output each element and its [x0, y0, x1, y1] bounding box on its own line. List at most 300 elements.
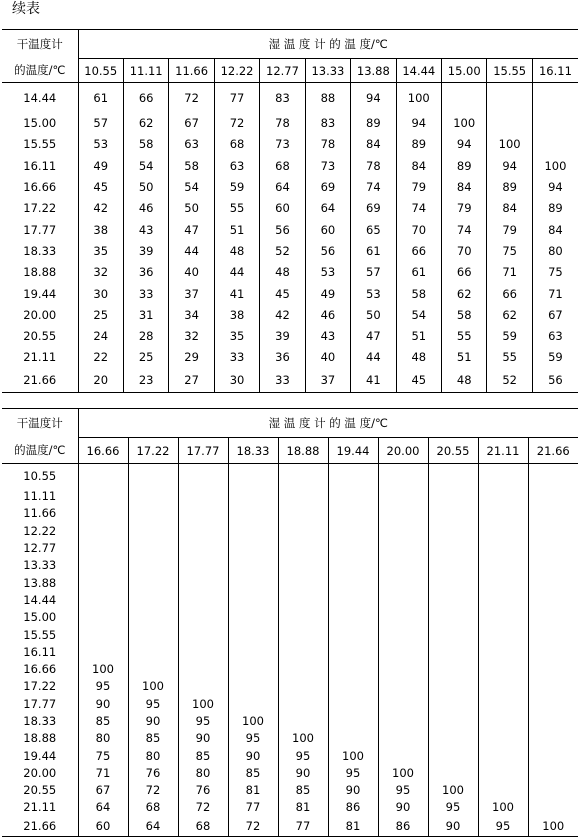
- humidity-cell: [328, 626, 378, 643]
- humidity-cell: 48: [396, 347, 441, 368]
- humidity-cell: [328, 695, 378, 712]
- table-row: [2, 609, 578, 626]
- humidity-cell: [278, 695, 328, 712]
- humidity-cell: [528, 695, 578, 712]
- humidity-cell: 37: [169, 283, 214, 304]
- humidity-cell: 73: [305, 155, 350, 176]
- humidity-cell: 49: [78, 155, 123, 176]
- humidity-cell: [278, 712, 328, 729]
- humidity-cell: [378, 747, 428, 764]
- humidity-cell: 64: [305, 198, 350, 219]
- humidity-cell: [328, 505, 378, 522]
- dry-temp-cell: 14.44: [2, 591, 78, 608]
- humidity-cell: 77: [214, 83, 259, 113]
- humidity-cell: 49: [305, 283, 350, 304]
- humidity-cell: [78, 574, 128, 591]
- column-header: 20.55: [428, 438, 478, 464]
- humidity-cell: 48: [260, 262, 305, 283]
- humidity-cell: [428, 764, 478, 781]
- dry-temp-cell: 21.11: [2, 347, 78, 368]
- humidity-cell: 85: [78, 712, 128, 729]
- column-header: 18.33: [228, 438, 278, 464]
- humidity-cell: [378, 505, 428, 522]
- humidity-cell: 51: [396, 325, 441, 346]
- humidity-cell: 47: [169, 219, 214, 240]
- humidity-cell: 89: [442, 155, 487, 176]
- dry-temp-cell: 20.00: [2, 304, 78, 325]
- humidity-cell: [528, 678, 578, 695]
- humidity-cell: 50: [123, 176, 168, 197]
- humidity-cell: 63: [548, 329, 563, 344]
- table-caption: 续表: [12, 1, 40, 17]
- humidity-cell: 90: [428, 816, 478, 836]
- humidity-cell: 57: [78, 113, 123, 134]
- table-row: [2, 764, 578, 781]
- humidity-cell: [128, 505, 178, 522]
- humidity-cell: [428, 522, 478, 539]
- humidity-cell: 100: [396, 83, 441, 113]
- dry-temp-cell: 12.77: [2, 539, 78, 556]
- humidity-cell: [478, 557, 528, 574]
- humidity-cell: [478, 505, 528, 522]
- humidity-cell: [328, 643, 378, 660]
- humidity-cell: 59: [487, 325, 532, 346]
- humidity-cell: 68: [214, 134, 259, 155]
- humidity-cell: [478, 626, 528, 643]
- humidity-cell: 94: [442, 134, 487, 155]
- humidity-cell: 41: [214, 283, 259, 304]
- humidity-cell: [328, 539, 378, 556]
- humidity-cell: 52: [260, 240, 305, 261]
- humidity-cell: [228, 591, 278, 608]
- humidity-cell: [78, 591, 128, 608]
- column-header: 15.00: [442, 59, 487, 83]
- humidity-cell: 94: [487, 155, 532, 176]
- humidity-cell: 32: [78, 262, 123, 283]
- humidity-cell: 100: [278, 730, 328, 747]
- column-header: 11.66: [169, 59, 214, 83]
- humidity-cell: [478, 695, 528, 712]
- humidity-cell: 80: [78, 730, 128, 747]
- humidity-cell: [428, 557, 478, 574]
- humidity-cell: [128, 626, 178, 643]
- humidity-cell: [428, 730, 478, 747]
- humidity-cell: 46: [305, 304, 350, 325]
- humidity-cell: 36: [123, 262, 168, 283]
- humidity-cell: [178, 626, 228, 643]
- table-row: [2, 643, 578, 660]
- humidity-cell: [328, 522, 378, 539]
- humidity-cell: [378, 591, 428, 608]
- humidity-cell: 95: [78, 678, 128, 695]
- humidity-cell: [178, 522, 228, 539]
- humidity-cell: 52: [487, 368, 532, 392]
- humidity-cell: 100: [544, 158, 567, 173]
- humidity-cell: 71: [548, 286, 563, 301]
- humidity-cell: 64: [260, 176, 305, 197]
- humidity-cell: 85: [278, 782, 328, 799]
- humidity-cell: 63: [169, 134, 214, 155]
- humidity-cell: 90: [228, 747, 278, 764]
- humidity-cell: [178, 464, 228, 488]
- humidity-cell: [178, 574, 228, 591]
- column-header: 12.22: [214, 59, 259, 83]
- humidity-cell: [78, 557, 128, 574]
- humidity-cell: [532, 134, 578, 155]
- humidity-cell: [228, 557, 278, 574]
- humidity-cell: 54: [396, 304, 441, 325]
- humidity-cell: [528, 643, 578, 660]
- humidity-cell: [128, 574, 178, 591]
- humidity-cell: [278, 643, 328, 660]
- dry-temp-cell: 15.00: [2, 609, 78, 626]
- humidity-cell: [128, 643, 178, 660]
- humidity-cell: 76: [128, 764, 178, 781]
- dry-temp-cell: 21.11: [2, 799, 78, 816]
- humidity-cell: 48: [442, 368, 487, 392]
- dry-temp-cell: 20.55: [2, 782, 78, 799]
- table-row: [2, 488, 578, 505]
- table-row: [2, 660, 578, 677]
- humidity-cell: 62: [442, 283, 487, 304]
- humidity-cell: 100: [228, 712, 278, 729]
- humidity-cell: [128, 660, 178, 677]
- column-header: 17.77: [178, 438, 228, 464]
- humidity-cell: 90: [328, 782, 378, 799]
- humidity-cell: 75: [487, 240, 532, 261]
- table-row: [2, 730, 578, 747]
- humidity-cell: 72: [169, 83, 214, 113]
- table-row: [2, 240, 578, 261]
- humidity-cell: [128, 539, 178, 556]
- dry-temp-cell: 17.22: [2, 678, 78, 695]
- humidity-cell: 61: [396, 262, 441, 283]
- table-row: [2, 219, 578, 240]
- dry-temp-cell: 16.66: [2, 176, 78, 197]
- humidity-cell: 85: [128, 730, 178, 747]
- humidity-cell: [528, 591, 578, 608]
- humidity-cell: 60: [78, 816, 128, 836]
- humidity-cell: 83: [260, 83, 305, 113]
- humidity-cell: 27: [169, 368, 214, 392]
- humidity-cell: [228, 505, 278, 522]
- humidity-cell: [228, 464, 278, 488]
- dry-temp-cell: 18.33: [2, 712, 78, 729]
- dry-temp-cell: 11.11: [2, 488, 78, 505]
- table-row: [2, 747, 578, 764]
- table-row: [2, 134, 578, 155]
- humidity-cell: 95: [428, 799, 478, 816]
- humidity-cell: 67: [169, 113, 214, 134]
- humidity-cell: [128, 609, 178, 626]
- humidity-cell: [478, 591, 528, 608]
- humidity-cell: [528, 626, 578, 643]
- humidity-cell: 80: [178, 764, 228, 781]
- humidity-cell: 32: [169, 325, 214, 346]
- humidity-cell: 95: [378, 782, 428, 799]
- humidity-cell: 80: [548, 243, 563, 258]
- humidity-cell: [228, 488, 278, 505]
- dry-temp-cell: 20.00: [2, 764, 78, 781]
- humidity-cell: 42: [260, 304, 305, 325]
- humidity-cell: 53: [351, 283, 396, 304]
- humidity-cell: [478, 678, 528, 695]
- table-row: [2, 626, 578, 643]
- humidity-cell: [528, 539, 578, 556]
- humidity-cell: 71: [78, 764, 128, 781]
- humidity-cell: [428, 712, 478, 729]
- humidity-cell: [428, 643, 478, 660]
- humidity-cell: 51: [214, 219, 259, 240]
- humidity-cell: 81: [228, 782, 278, 799]
- humidity-cell: 68: [178, 816, 228, 836]
- humidity-cell: [178, 505, 228, 522]
- row-label-top: 干温度计: [2, 409, 78, 438]
- humidity-cell: [228, 522, 278, 539]
- humidity-cell: [528, 764, 578, 781]
- humidity-cell: 54: [169, 176, 214, 197]
- humidity-cell: [528, 782, 578, 799]
- humidity-cell: 60: [305, 219, 350, 240]
- humidity-cell: [478, 522, 528, 539]
- humidity-cell: 29: [169, 347, 214, 368]
- humidity-cell: [128, 488, 178, 505]
- humidity-cell: 44: [169, 240, 214, 261]
- humidity-cell: 22: [78, 347, 123, 368]
- humidity-cell: 39: [260, 325, 305, 346]
- humidity-cell: 64: [128, 816, 178, 836]
- humidity-cell: 54: [123, 155, 168, 176]
- humidity-cell: 55: [487, 347, 532, 368]
- dry-temp-cell: 18.33: [2, 240, 78, 261]
- humidity-cell: 48: [214, 240, 259, 261]
- humidity-cell: 78: [351, 155, 396, 176]
- dry-temp-cell: 15.00: [2, 113, 78, 134]
- humidity-cell: [278, 591, 328, 608]
- dry-temp-cell: 16.66: [2, 660, 78, 677]
- humidity-cell: 79: [487, 219, 532, 240]
- humidity-cell: 84: [442, 176, 487, 197]
- table-row: [2, 304, 578, 325]
- humidity-cell: 70: [396, 219, 441, 240]
- humidity-cell: 95: [278, 747, 328, 764]
- dry-temp-cell: 13.33: [2, 557, 78, 574]
- humidity-cell: 90: [128, 712, 178, 729]
- humidity-cell: [478, 782, 528, 799]
- humidity-cell: [278, 626, 328, 643]
- humidity-cell: 100: [78, 660, 128, 677]
- humidity-cell: [328, 678, 378, 695]
- table-row: [2, 113, 578, 134]
- humidity-cell: 90: [378, 799, 428, 816]
- humidity-cell: 58: [442, 304, 487, 325]
- group-title: 湿 温 度 计 的 温 度/℃: [78, 409, 578, 438]
- column-header: 13.33: [305, 59, 350, 83]
- humidity-cell: 74: [396, 198, 441, 219]
- humidity-cell: [78, 464, 128, 488]
- table-row: [2, 198, 578, 219]
- humidity-cell: [278, 539, 328, 556]
- humidity-cell: 53: [78, 134, 123, 155]
- humidity-cell: 90: [78, 695, 128, 712]
- humidity-cell: [478, 712, 528, 729]
- table-row: [2, 155, 578, 176]
- humidity-cell: 81: [328, 816, 378, 836]
- humidity-cell: [478, 730, 528, 747]
- humidity-cell: [228, 660, 278, 677]
- humidity-cell: 56: [532, 368, 578, 392]
- humidity-cell: 33: [214, 347, 259, 368]
- humidity-cell: [428, 505, 478, 522]
- humidity-cell: 66: [442, 262, 487, 283]
- humidity-cell: [178, 643, 228, 660]
- humidity-cell: 100: [428, 782, 478, 799]
- table-row: [2, 712, 578, 729]
- humidity-cell: 55: [442, 325, 487, 346]
- humidity-cell: [378, 464, 428, 488]
- humidity-cell: [378, 678, 428, 695]
- humidity-cell: 83: [305, 113, 350, 134]
- humidity-cell: 89: [396, 134, 441, 155]
- humidity-cell: 61: [78, 83, 123, 113]
- humidity-cell: 100: [178, 695, 228, 712]
- humidity-cell: 89: [351, 113, 396, 134]
- humidity-cell: [532, 83, 578, 113]
- humidity-cell: [78, 626, 128, 643]
- humidity-cell: [428, 660, 478, 677]
- humidity-cell: [278, 678, 328, 695]
- humidity-cell: [378, 557, 428, 574]
- table-row: [2, 522, 578, 539]
- humidity-cell: [442, 83, 487, 113]
- humidity-cell: [228, 609, 278, 626]
- humidity-cell: [328, 609, 378, 626]
- humidity-cell: [178, 557, 228, 574]
- humidity-cell: 62: [123, 113, 168, 134]
- humidity-cell: 95: [228, 730, 278, 747]
- table-row: [2, 283, 578, 304]
- humidity-cell: 75: [548, 265, 563, 280]
- humidity-cell: [378, 626, 428, 643]
- humidity-cell: [428, 574, 478, 591]
- humidity-cell: [478, 609, 528, 626]
- humidity-cell: [328, 591, 378, 608]
- humidity-cell: [478, 574, 528, 591]
- humidity-cell: 44: [214, 262, 259, 283]
- humidity-cell: 57: [351, 262, 396, 283]
- humidity-cell: [378, 695, 428, 712]
- humidity-table-part-2: [2, 408, 578, 837]
- humidity-cell: 77: [228, 799, 278, 816]
- humidity-cell: 50: [169, 198, 214, 219]
- humidity-cell: 30: [214, 368, 259, 392]
- humidity-cell: [328, 557, 378, 574]
- table-row: [2, 574, 578, 591]
- humidity-cell: 47: [351, 325, 396, 346]
- humidity-cell: [428, 747, 478, 764]
- humidity-cell: [328, 712, 378, 729]
- humidity-cell: [528, 488, 578, 505]
- humidity-cell: 73: [260, 134, 305, 155]
- humidity-cell: 72: [128, 782, 178, 799]
- humidity-cell: 45: [396, 368, 441, 392]
- humidity-cell: 46: [123, 198, 168, 219]
- humidity-cell: 37: [305, 368, 350, 392]
- humidity-cell: 100: [487, 134, 532, 155]
- column-header: 12.77: [260, 59, 305, 83]
- dry-temp-cell: 12.22: [2, 522, 78, 539]
- humidity-cell: 64: [78, 799, 128, 816]
- table-row: [2, 591, 578, 608]
- humidity-cell: [478, 660, 528, 677]
- row-label-bottom: 的温度/℃: [2, 438, 78, 464]
- humidity-cell: [478, 747, 528, 764]
- humidity-cell: 66: [487, 283, 532, 304]
- dry-temp-cell: 21.66: [2, 368, 78, 392]
- humidity-cell: [328, 488, 378, 505]
- humidity-cell: 34: [169, 304, 214, 325]
- row-label-bottom: 的温度/℃: [2, 59, 78, 83]
- humidity-cell: 84: [487, 198, 532, 219]
- humidity-cell: 72: [214, 113, 259, 134]
- humidity-cell: 100: [328, 747, 378, 764]
- column-header: 19.44: [328, 438, 378, 464]
- humidity-cell: 100: [528, 816, 578, 836]
- humidity-cell: 68: [260, 155, 305, 176]
- dry-temp-cell: 19.44: [2, 747, 78, 764]
- table-row: [2, 262, 578, 283]
- humidity-cell: [478, 488, 528, 505]
- humidity-cell: 42: [78, 198, 123, 219]
- dry-temp-cell: 19.44: [2, 283, 78, 304]
- humidity-cell: 71: [487, 262, 532, 283]
- humidity-cell: [528, 730, 578, 747]
- humidity-cell: [78, 609, 128, 626]
- humidity-cell: [528, 574, 578, 591]
- humidity-cell: 95: [128, 695, 178, 712]
- humidity-cell: 90: [178, 730, 228, 747]
- humidity-cell: [487, 113, 532, 134]
- humidity-cell: 95: [328, 764, 378, 781]
- humidity-cell: [378, 660, 428, 677]
- humidity-cell: [378, 574, 428, 591]
- humidity-cell: 39: [123, 240, 168, 261]
- humidity-cell: 63: [214, 155, 259, 176]
- humidity-cell: [228, 574, 278, 591]
- humidity-cell: [278, 464, 328, 488]
- humidity-cell: 62: [487, 304, 532, 325]
- humidity-cell: 35: [214, 325, 259, 346]
- column-header: 16.11: [532, 59, 578, 83]
- humidity-cell: [528, 712, 578, 729]
- humidity-cell: [128, 464, 178, 488]
- humidity-cell: [528, 522, 578, 539]
- humidity-cell: 60: [260, 198, 305, 219]
- humidity-cell: 67: [78, 782, 128, 799]
- humidity-cell: 56: [305, 240, 350, 261]
- dry-temp-cell: 17.77: [2, 695, 78, 712]
- column-header: 16.66: [78, 438, 128, 464]
- humidity-cell: [278, 522, 328, 539]
- humidity-cell: [278, 660, 328, 677]
- humidity-cell: [378, 730, 428, 747]
- dry-temp-cell: 11.66: [2, 505, 78, 522]
- humidity-cell: [278, 488, 328, 505]
- dry-temp-cell: 16.11: [2, 155, 78, 176]
- humidity-cell: [78, 643, 128, 660]
- humidity-cell: [278, 557, 328, 574]
- humidity-cell: 89: [548, 201, 563, 216]
